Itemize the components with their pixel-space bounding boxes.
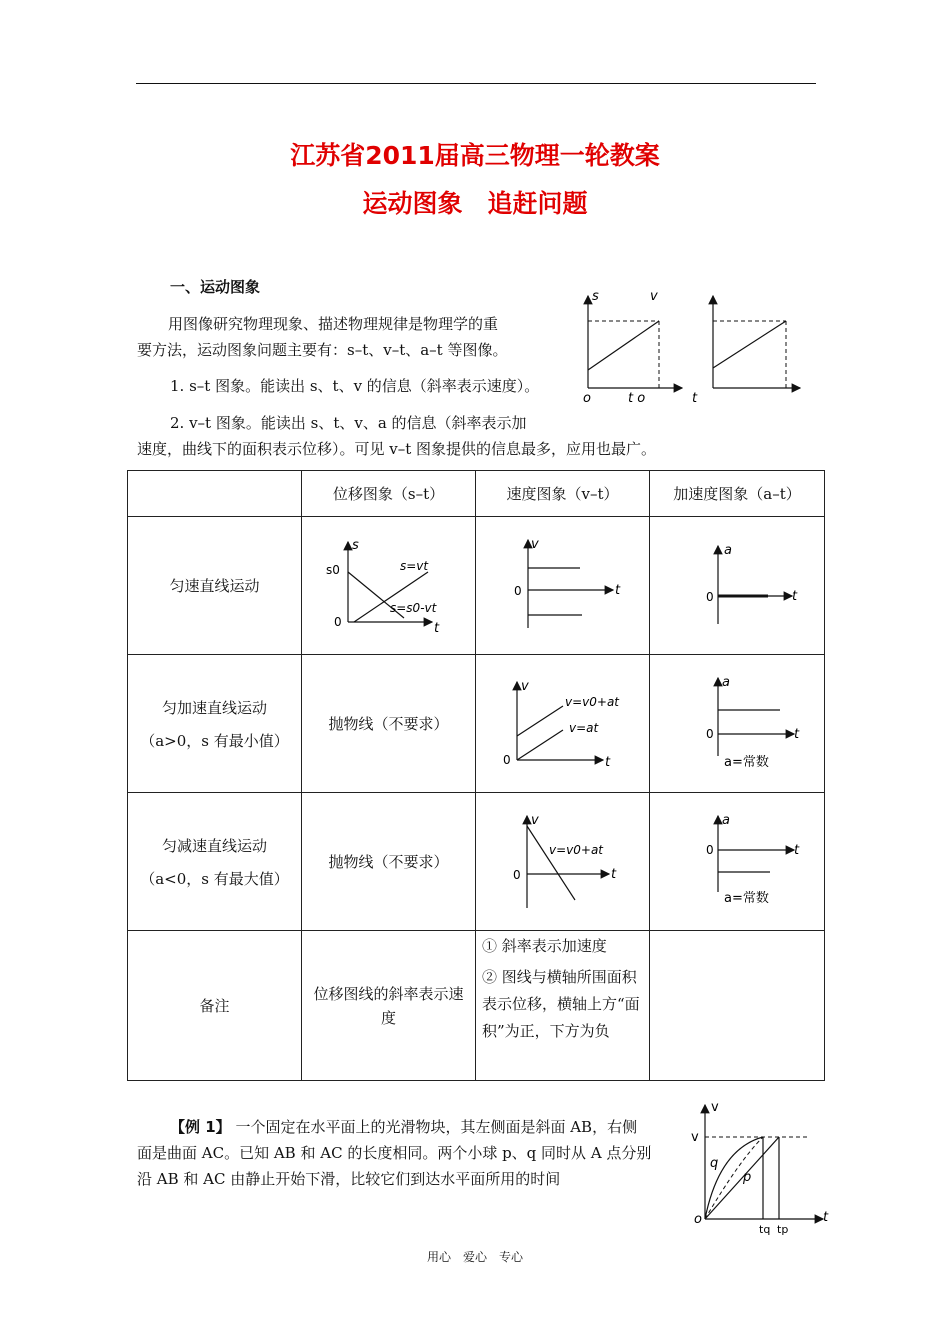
label-v-mark: v	[691, 1130, 699, 1145]
item-1: 1. s–t 图象。能读出 s、t、v 的信息（斜率表示速度）。	[170, 377, 540, 395]
page-title: 江苏省2011届高三物理一轮教案	[290, 141, 660, 170]
motion-graph-table	[127, 470, 825, 1081]
row-name: 匀加速直线运动	[161, 698, 267, 717]
label-a: a	[722, 674, 730, 690]
label-v: v	[650, 289, 658, 304]
label-s0: s0	[325, 562, 340, 577]
label-t-o: t o	[628, 391, 646, 406]
st-note: 抛物线（不要求）	[302, 655, 476, 793]
label-zero: 0	[512, 867, 521, 882]
label-t: t	[614, 582, 620, 598]
label-t: t	[610, 866, 616, 882]
label-s: s	[351, 537, 359, 553]
table-header: 位移图象（s–t）	[302, 471, 476, 517]
label-t: t	[794, 842, 800, 858]
label-v-axis: v	[711, 1100, 719, 1115]
table-header-row	[128, 471, 825, 517]
example-line-3: 沿 AB 和 AC 由静止开始下滑，比较它们到达水平面所用的时间	[137, 1170, 561, 1188]
page-subtitle: 运动图象 追赶问题	[362, 189, 588, 218]
at-graph-decel	[650, 793, 825, 931]
label-zero: 0	[706, 842, 714, 857]
table-header: 加速度图象（a–t）	[650, 471, 825, 517]
vt-accel-svg	[493, 672, 633, 772]
example-line-2: 面是曲面 AC。已知 AB 和 AC 的长度相同。两个小球 p、q 同时从 A 点分别	[137, 1144, 652, 1162]
label-s-s0vt: s=s0-vt	[389, 600, 436, 615]
table-row	[128, 793, 825, 931]
header-rule	[136, 83, 816, 84]
row-name: 备注	[128, 931, 302, 1081]
label-t: t	[692, 391, 698, 406]
at-graph-uniform	[650, 517, 825, 655]
example-line-1	[170, 1115, 637, 1139]
table-header	[128, 471, 302, 517]
vt-decel-svg	[493, 810, 633, 910]
label-tp: tp	[777, 1223, 789, 1236]
vt-uniform-svg	[498, 534, 628, 634]
at-decel-svg	[672, 810, 802, 910]
row-name-cell	[128, 793, 302, 931]
label-s-vt: s=vt	[399, 558, 428, 573]
st-note: 抛物线（不要求）	[302, 793, 476, 931]
st-note-cell	[302, 931, 476, 1081]
at-note-cell	[650, 931, 825, 1081]
label-a-const: a=常数	[724, 890, 769, 906]
example-label: 【例 1】	[170, 1118, 231, 1136]
label-t: t	[794, 726, 800, 742]
intro-line-2: 要方法，运动图象问题主要有：s–t、v–t、a–t 等图像。	[137, 341, 508, 359]
intro-line-1: 用图像研究物理现象、描述物理规律是物理学的重	[168, 315, 499, 333]
section-heading: 一、运动图象	[170, 278, 261, 296]
row-name: 匀减速直线运动	[161, 836, 267, 855]
label-q: q	[710, 1156, 719, 1171]
label-a: a	[724, 542, 732, 558]
label-a: a	[722, 812, 730, 828]
vt-graph-accel	[476, 655, 650, 793]
label-zero: 0	[706, 726, 714, 741]
label-v-at: v=at	[568, 720, 598, 735]
label-s: s	[592, 289, 599, 304]
at-graph-accel	[650, 655, 825, 793]
label-o: o	[694, 1212, 702, 1227]
example-text-1: 一个固定在水平面上的光滑物块，其左侧面是斜面 AB，右侧	[230, 1118, 638, 1136]
st-note: 位移图线的斜率表示速度	[313, 984, 464, 1027]
top-motion-graphs	[570, 284, 810, 408]
row-name: 匀速直线运动	[128, 517, 302, 655]
page-footer: 用心 爱心 专心	[426, 1250, 523, 1264]
st-graph-uniform	[302, 517, 476, 655]
table-header: 速度图象（v–t）	[476, 471, 650, 517]
label-tq: tq	[759, 1223, 771, 1236]
label-a-const: a=常数	[724, 754, 769, 770]
row-name-cell	[128, 655, 302, 793]
label-t: t	[823, 1210, 829, 1225]
table-row	[128, 655, 825, 793]
label-t: t	[604, 754, 610, 770]
vt-graph-decel	[476, 793, 650, 931]
item-2-line-2: 速度，曲线下的面积表示位移）。可见 v–t 图象提供的信息最多，应用也最广。	[137, 440, 657, 458]
label-v-v0at: v=v0+at	[548, 842, 603, 857]
vt-graph-uniform	[476, 517, 650, 655]
label-v: v	[520, 678, 529, 694]
label-zero: 0	[513, 583, 522, 598]
row-condition: （a>0，s 有最小值）	[140, 731, 289, 750]
label-zero: 0	[706, 589, 714, 604]
label-o: o	[583, 391, 591, 406]
st-uniform-svg	[324, 534, 454, 634]
example-vt-graph	[683, 1095, 833, 1237]
item-2-line-1: 2. v–t 图象。能读出 s、t、v、a 的信息（斜率表示加	[170, 414, 527, 432]
label-zero: 0	[502, 752, 511, 767]
at-accel-svg	[672, 672, 802, 772]
table-row	[128, 931, 825, 1081]
label-v-v0at: v=v0+at	[564, 694, 619, 709]
label-v: v	[530, 812, 539, 828]
vt-note-cell	[476, 931, 650, 1081]
label-t: t	[792, 588, 798, 604]
label-zero: 0	[333, 614, 342, 629]
at-uniform-svg	[672, 534, 802, 634]
label-p: p	[743, 1170, 752, 1185]
label-t: t	[433, 620, 439, 634]
vt-note-1: ① 斜率表示加速度	[482, 937, 607, 955]
vt-note-2: ② 图线与横轴所围面积表示位移，横轴上方“面积”为正，下方为负	[482, 968, 640, 1040]
row-condition: （a<0，s 有最大值）	[140, 869, 289, 888]
label-v: v	[530, 536, 539, 552]
table-row	[128, 517, 825, 655]
